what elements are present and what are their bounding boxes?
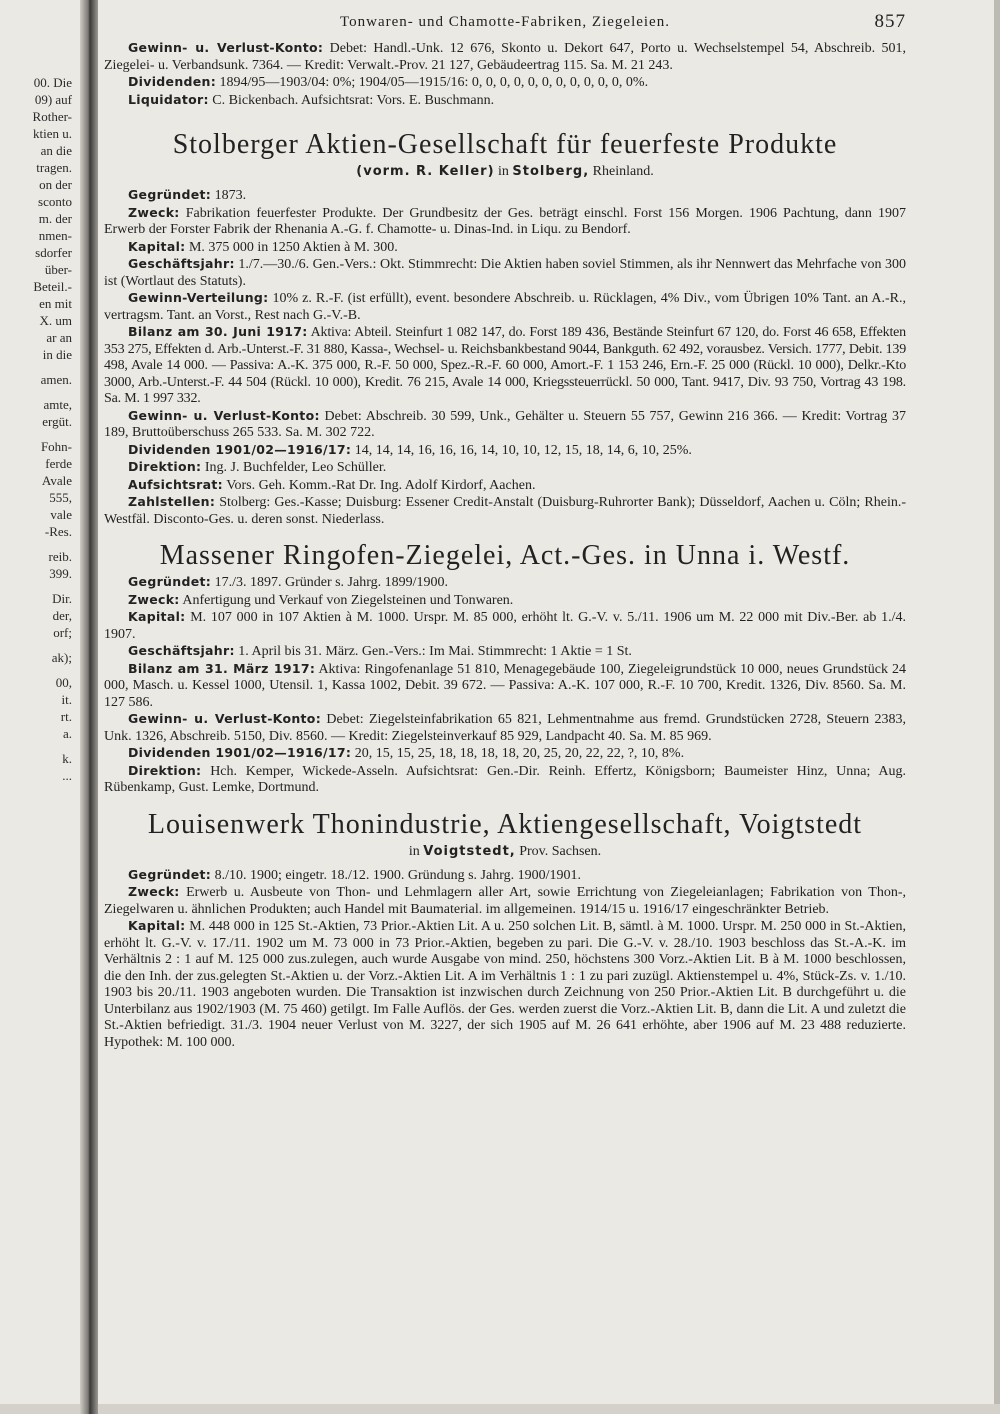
- entry-paragraph: Direktion: Ing. J. Buchfelder, Leo Schüller.: [128, 459, 387, 475]
- entry-paragraph: Kapital: M. 448 000 in 125 St.-Aktien, 73 Prior.-Aktien Lit. A u. 250 solchen Lit. B, sämtl. à M. 1000. Urspr. M. 250 000 in St.-Aktien, erhöht lt. G.-V. v. 17./11. 1902 um M. 73 000 in 73 Prior.-Aktien, begeben zu pari. Die G.-V. v. 28./10. 1903 beschloss das St.-A.-K. im Verhältnis 2 : 1 auf M. 125 000 zus.zulegen, auch wurde Ausgabe von mind. 250, höchstens 300 Vorz.-Aktien Lit. B à M. 1000 beschlossen, die den Inh. der zus.gelegten St.-Aktien u. der Vorz.-Aktien Lit. A im Verhältnis 1 : 1 zu pari zuzügl. Aktienstempel u. 4%, Stück-Zs. v. 1./10. 1903 bis 20./11. 1903 angeboten wurden. Die Transaktion ist inzwischen durch Zeichnung von 250 Prior.-Aktien Lit. B durchgeführt u. die Unterbilanz aus 1902/1903 (M. 75 460) getilgt. Im Falle Auflös. der Ges. werden zuerst die Vorz.-Aktien Lit. B, dann die Lit. A und zuletzt die St.-Aktien befriedigt. 31./3. 1904 neuer Verlust von M. 3227, der sich 1905 auf M. 26 641 erhöhte, aber 1906 auf M. 23 488 reduzierte. Hypothek: M. 100 000.: [104, 918, 906, 1050]
- entry-paragraph: Geschäftsjahr: 1. April bis 31. März. Gen.-Vers.: Im Mai. Stimmrecht: 1 Aktie = 1 St.: [128, 643, 632, 659]
- facing-page-fragment: m. der: [38, 211, 72, 226]
- facing-page-fragment: sconto: [38, 194, 72, 209]
- facing-page-fragment: nmen-: [38, 228, 72, 243]
- entry-bickenbach-continued: [104, 40, 906, 109]
- entry-paragraph: Zweck: Erwerb u. Ausbeute von Thon- und Lehmlagern aller Art, sowie Errichtung von Ziegeleianlagen; Fabrikation von Thon-, Ziegelwaren u. ähnlichen Produkten; auch Handel mit Baumaterial. im allgemeinen. 1914/15 u. 1916/17 eingeschränkter Betrieb.: [104, 884, 907, 917]
- facing-page-fragment: Fohn-: [40, 439, 72, 454]
- running-title: Tonwaren- und Chamotte-Fabriken, Ziegeleien.: [340, 14, 670, 30]
- facing-page-fragment: ktien u.: [33, 126, 72, 141]
- facing-page-fragment: 399.: [49, 566, 72, 581]
- facing-page-fragment: -Res.: [44, 524, 72, 539]
- entry-paragraph: Gegründet: 1873.: [128, 187, 247, 203]
- book-gutter: [80, 0, 98, 1414]
- entry-paragraph: Bilanz am 31. März 1917: Aktiva: Ringofenanlage 51 810, Menagegebäude 100, Ziegeleigrundstück 10 000, neues Grundstück 24 000, Masch. u. Kessel 1000, Utensil. 1, Kassa 1002, Debit. 39 672. — Passiva: A.-K. 107 000, R.-F. 10 700, Kredit. 1326, Div. 8560. Sa. M. 127 586.: [104, 660, 906, 710]
- entry-paragraph: Direktion: Hch. Kemper, Wickede-Asseln. Aufsichtsrat: Gen.-Dir. Reinh. Effertz, Königsborn; Baumeister Hinz, Unna; Aug. Rübenkamp, Gust. Lemke, Dortmund.: [104, 762, 907, 795]
- facing-page-fragment: 09) auf: [34, 92, 72, 107]
- facing-page-fragment: amte,: [43, 397, 72, 412]
- facing-page-fragment: tragen.: [36, 160, 72, 175]
- entry-subtitle: (vorm. R. Keller) in Stolberg, Rheinland.: [356, 164, 654, 179]
- entry-massener: [104, 540, 906, 797]
- entry-subtitle: in Voigtstedt, Prov. Sachsen.: [408, 843, 602, 859]
- entry-paragraph: Gewinn- u. Verlust-Konto: Debet: Handl.-Unk. 12 676, Skonto u. Dekort 647, Porto u. Wechselstempel 54, Abschreib. 501, Ziegelei- u. Verbandsunk. 7364. — Kredit: Verwalt.-Prov. 21 127, Gebäudeertrag 115. Sa. M. 21 243.: [104, 40, 907, 73]
- entry-paragraph: Zahlstellen: Stolberg: Ges.-Kasse; Duisburg: Essener Credit-Anstalt (Duisburg-Ruhrorter Bank); Düsseldorf, Aachen u. Cöln; Rhein.-Westfäl. Disconto-Ges. u. deren sonst. Niederlass.: [104, 494, 906, 527]
- facing-page-fragment: Beteil.-: [33, 279, 72, 294]
- facing-page-fragment: Dir.: [52, 591, 72, 606]
- page-body: [104, 11, 907, 1063]
- entry-paragraph: Gewinn- u. Verlust-Konto: Debet: Abschreib. 30 599, Unk., Gehälter u. Steuern 55 757, Gewinn 216 366. — Kredit: Vortrag 37 189, Bruttoüberschuss 265 533. Sa. M. 302 722.: [104, 407, 907, 440]
- entry-paragraph: Gegründet: 17./3. 1897. Gründer s. Jahrg. 1899/1900.: [128, 574, 449, 590]
- entry-paragraph: Dividenden 1901/02—1916/17: 14, 14, 14, 16, 16, 16, 14, 10, 10, 12, 15, 18, 14, 6, 10, 25%.: [128, 441, 692, 458]
- entry-paragraph: Gewinn- u. Verlust-Konto: Debet: Ziegelsteinfabrikation 65 821, Lehmentnahme aus fremd. Grundstücken 2728, Steuern 2383, Unk. 1326, Abschreib. 5150, Div. 8560. — Kredit: Ziegelsteinverkauf 85 929, Landpacht 40. Sa. M. 85 969.: [104, 711, 906, 744]
- facing-page-fragment: 00. Die: [33, 75, 72, 90]
- page-number: 857: [874, 11, 906, 32]
- entry-paragraph: Liquidator: C. Bickenbach. Aufsichtsrat: Vors. E. Buschmann.: [128, 91, 495, 108]
- facing-page-fragment: rt.: [60, 709, 72, 724]
- facing-page-fragment: on der: [39, 177, 72, 192]
- facing-page-fragment: reib.: [48, 549, 72, 564]
- facing-page-fragment: der,: [52, 608, 72, 623]
- facing-page-fragment: ferde: [45, 456, 72, 471]
- facing-page-fragments: [0, 74, 72, 784]
- page-edge-bottom: [0, 1404, 1000, 1414]
- entry-paragraph: Zweck: Fabrikation feuerfester Produkte. Der Grundbesitz der Ges. beträgt einschl. Forst 156 Morgen. 1906 Pachtung, dann 1907 Erwerb der Forster Fabrik der Rhenania A.-G. f. Chamotte- u. Dinas-Ind. in Liqu. zu Bendorf.: [104, 204, 907, 237]
- running-header: [104, 11, 906, 40]
- facing-page-fragment: a.: [62, 726, 72, 741]
- entry-louisenwerk: [104, 809, 906, 1052]
- entry-title: Massener Ringofen-Ziegelei, Act.-Ges. in Unna i. Westf.: [159, 540, 851, 571]
- facing-page-fragment: k.: [62, 751, 72, 766]
- entry-paragraph: Dividenden: 1894/95—1903/04: 0%; 1904/05—1915/16: 0, 0, 0, 0, 0, 0, 0, 0, 0, 0, 0, 0%.: [128, 74, 649, 90]
- entry-paragraph: Dividenden 1901/02—1916/17: 20, 15, 15, 25, 18, 18, 18, 18, 20, 25, 20, 22, 22, ?, 10, 8%.: [128, 745, 685, 761]
- entry-paragraph: Kapital: M. 375 000 in 1250 Aktien à M. 300.: [128, 238, 398, 255]
- facing-page-fragment: vale: [50, 507, 72, 522]
- facing-page-fragment: ar an: [46, 330, 72, 345]
- facing-page-fragment: ...: [62, 768, 72, 783]
- facing-page-fragment: Rother-: [32, 109, 72, 124]
- facing-page-fragment: ak);: [51, 650, 72, 665]
- facing-page-fragment: amen.: [40, 372, 72, 387]
- facing-page-fragment: it.: [61, 692, 72, 707]
- facing-page-fragment: orf;: [53, 625, 72, 640]
- facing-page-fragment: X. um: [39, 313, 72, 328]
- entry-title: Stolberger Aktien-Gesellschaft für feuerfeste Produkte: [172, 129, 838, 160]
- facing-page-fragment: 555,: [49, 490, 72, 505]
- entry-paragraph: Gewinn-Verteilung: 10% z. R.-F. (ist erfüllt), event. besondere Abschreib. u. Rücklagen, 4% Div., vom Übrigen 10% Tant. an A.-R., vertragsm. Tant. an Vorst., Rest nach G.-V.-B.: [104, 290, 906, 323]
- facing-page-fragment: ergüt.: [42, 414, 72, 429]
- facing-page-fragment: 00,: [55, 675, 72, 690]
- facing-page-fragment: in die: [42, 347, 72, 362]
- facing-page-fragment: en mit: [39, 296, 72, 311]
- entry-paragraph: Gegründet: 8./10. 1900; eingetr. 18./12. 1900. Gründung s. Jahrg. 1900/1901.: [128, 866, 582, 883]
- entry-paragraph: Aufsichtsrat: Vors. Geh. Komm.-Rat Dr. Ing. Adolf Kirdorf, Aachen.: [128, 476, 536, 493]
- page-edge-right: [994, 0, 1000, 1414]
- entry-paragraph: Zweck: Anfertigung und Verkauf von Ziegelsteinen und Tonwaren.: [128, 591, 514, 608]
- entry-stolberger: [104, 129, 906, 528]
- facing-page-fragment: sdorfer: [35, 245, 72, 260]
- entry-paragraph: Geschäftsjahr: 1./7.—30./6. Gen.-Vers.: Okt. Stimmrecht: Die Aktien haben soviel Stimmen, als ihr Nennwert das Mehrfache von 300 ist (Wortlaut des Statuts).: [104, 256, 906, 289]
- facing-page-fragment: Avale: [41, 473, 72, 488]
- facing-page-fragment: an die: [40, 143, 72, 158]
- entry-paragraph: Kapital: M. 107 000 in 107 Aktien à M. 1000. Urspr. M. 85 000, erhöht lt. G.-V. v. 5./11. 1906 um M. 22 000 mit Div.-Ber. ab 1./4. 1907.: [104, 609, 906, 642]
- entry-title: Louisenwerk Thonindustrie, Aktiengesellschaft, Voigtstedt: [147, 808, 863, 840]
- entry-paragraph: Bilanz am 30. Juni 1917: Aktiva: Abteil. Steinfurt 1 082 147, do. Forst 189 436, Bestände Steinfurt 67 120, do. Forst 46 658, Effekten 353 275, Effekten d. Arb.-Unterst.-F. 31 880, Kassa-, Wechsel- u. Reichsbankbestand 9044, Bankguth. 62 492, vorausbez. Versich. 1777, Debit. 139 498, Avale 14 000. — Passiva: A.-K. 375 000, R.-F. 50 000, Spez.-R.-F. 60 000, Amort.-F. 1 153 246, Ern.-F. 25 000 (Rückl. 10 000), Delkr.-Kto 3000, Arb.-Unterst.-F. 44 504 (Rückl. 10 000), Kredit. 76 215, Avale 14 000, Kriegssteuerrückl. 50 000, Tant. 9417, Div. 93 750, Vortrag 43 198. Sa. M. 1 997 332.: [104, 324, 906, 406]
- facing-page-fragment: über-: [44, 262, 72, 277]
